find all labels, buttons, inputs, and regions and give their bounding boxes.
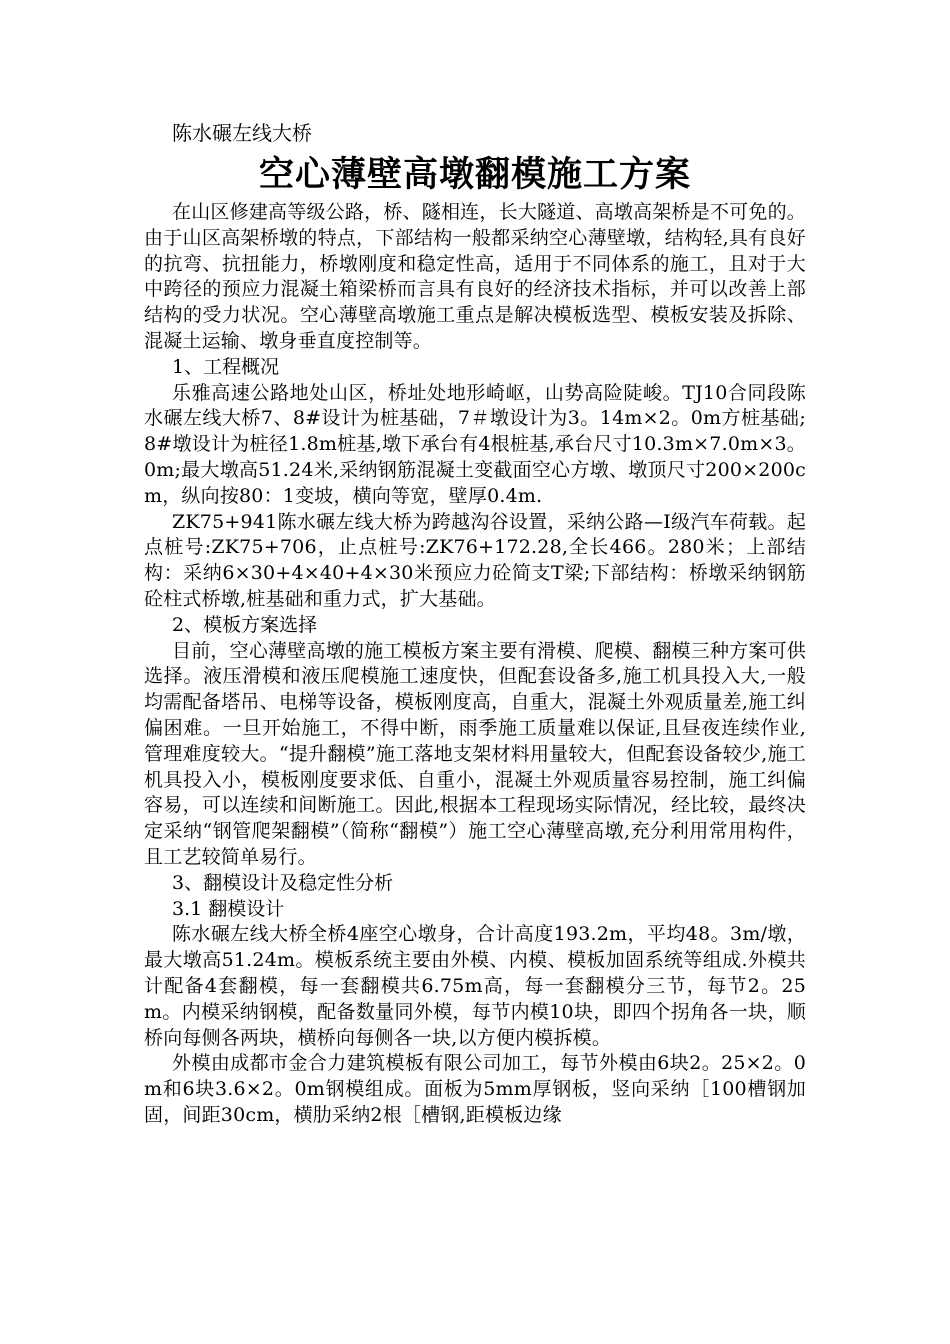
section-3-paragraph-2: 外模由成都市金合力建筑模板有限公司加工，每节外模由6块2。25×2。0m和6块3.6×2。0m钢模组成。面板为5mm厚钢板，竖向采纳［100槽钢加固，间距30cm，横肋采纳2根［槽钢,距模板边缘 (144, 1052, 806, 1126)
section-1-paragraph-1: 乐雅高速公路地处山区，桥址处地形崎岖，山势高险陡峻。TJ10合同段陈水碾左线大桥7、8#设计为桩基础，7＃墩设计为3。14m×2。0m方桩基础;8#墩设计为桩径1.8m桩基,墩下承台有4根桩基,承台尺寸10.3m×7.0m×3。0m;最大墩高51.24米,采纳钢筋混凝土变截面空心方墩、墩顶尺寸200×200cm，纵向按80：1变坡，横向等宽，壁厚0.4m. (144, 381, 806, 507)
intro-paragraph: 在山区修建高等级公路，桥、隧相连，长大隧道、高墩高架桥是不可免的。由于山区高架桥墩的特点，下部结构一般都采纳空心薄壁墩，结构轻,具有良好的抗弯、抗扭能力，桥墩刚度和稳定性高，适用于不同体系的施工，且对于大中跨径的预应力混凝土箱梁桥而言具有良好的经济技术指标，并可以改善上部结构的受力状况。空心薄壁高墩施工重点是解决模板选型、模板安装及拆除、混凝土运输、墩身垂直度控制等。 (144, 201, 806, 352)
section-3-heading: 3、翻模设计及稳定性分析 (172, 871, 394, 894)
document-page (144, 118, 806, 1129)
section-2-heading: 2、模板方案选择 (172, 613, 318, 636)
section-1-paragraph-2: ZK75+941陈水碾左线大桥为跨越沟谷设置，采纳公路—Ⅰ级汽车荷载。起点桩号:ZK75+706，止点桩号:ZK76+172.28,全长466。280米；上部结构：采纳6×30+4×40+4×30米预应力砼简支T梁;下部结构：桥墩采纳钢筋砼柱式桥墩,桩基础和重力式，扩大基础。 (144, 510, 806, 610)
bridge-name: 陈水碾左线大桥 (172, 121, 312, 145)
section-3-1-heading: 3.1 翻模设计 (172, 897, 285, 920)
section-1-heading: 1、工程概况 (172, 355, 280, 378)
document-title: 空心薄壁高墩翻模施工方案 (258, 155, 691, 195)
section-2-paragraph-1: 目前，空心薄壁高墩的施工模板方案主要有滑模、爬模、翻模三种方案可供选择。液压滑模和液压爬模施工速度快，但配套设备多,施工机具投入大,一般均需配备塔吊、电梯等设备，模板刚度高，自重大，混凝土外观质量差,施工纠偏困难。一旦开始施工，不得中断，雨季施工质量难以保证,且昼夜连续作业,管理难度较大。“提升翻模”施工落地支架材料用量较大，但配套设备较少,施工机具投入小，模板刚度要求低、自重小，混凝土外观质量容易控制，施工纠偏容易，可以连续和间断施工。因此,根据本工程现场实际情况，经比较，最终决定采纳“钢管爬架翻模”（简称“翻模”）施工空心薄壁高墩,充分利用常用构件，且工艺较简单易行。 (144, 639, 806, 868)
section-3-paragraph-1: 陈水碾左线大桥全桥4座空心墩身，合计高度193.2m，平均48。3m/墩，最大墩高51.24m。模板系统主要由外模、内模、模板加固系统等组成.外模共计配备4套翻模，每一套翻模共6.75m高，每一套翻模分三节，每节2。25m。内模采纳钢模，配备数量同外模，每节内模10块，即四个拐角各一块，顺桥向每侧各两块，横桥向每侧各一块,以方便内模拆模。 (144, 923, 806, 1049)
